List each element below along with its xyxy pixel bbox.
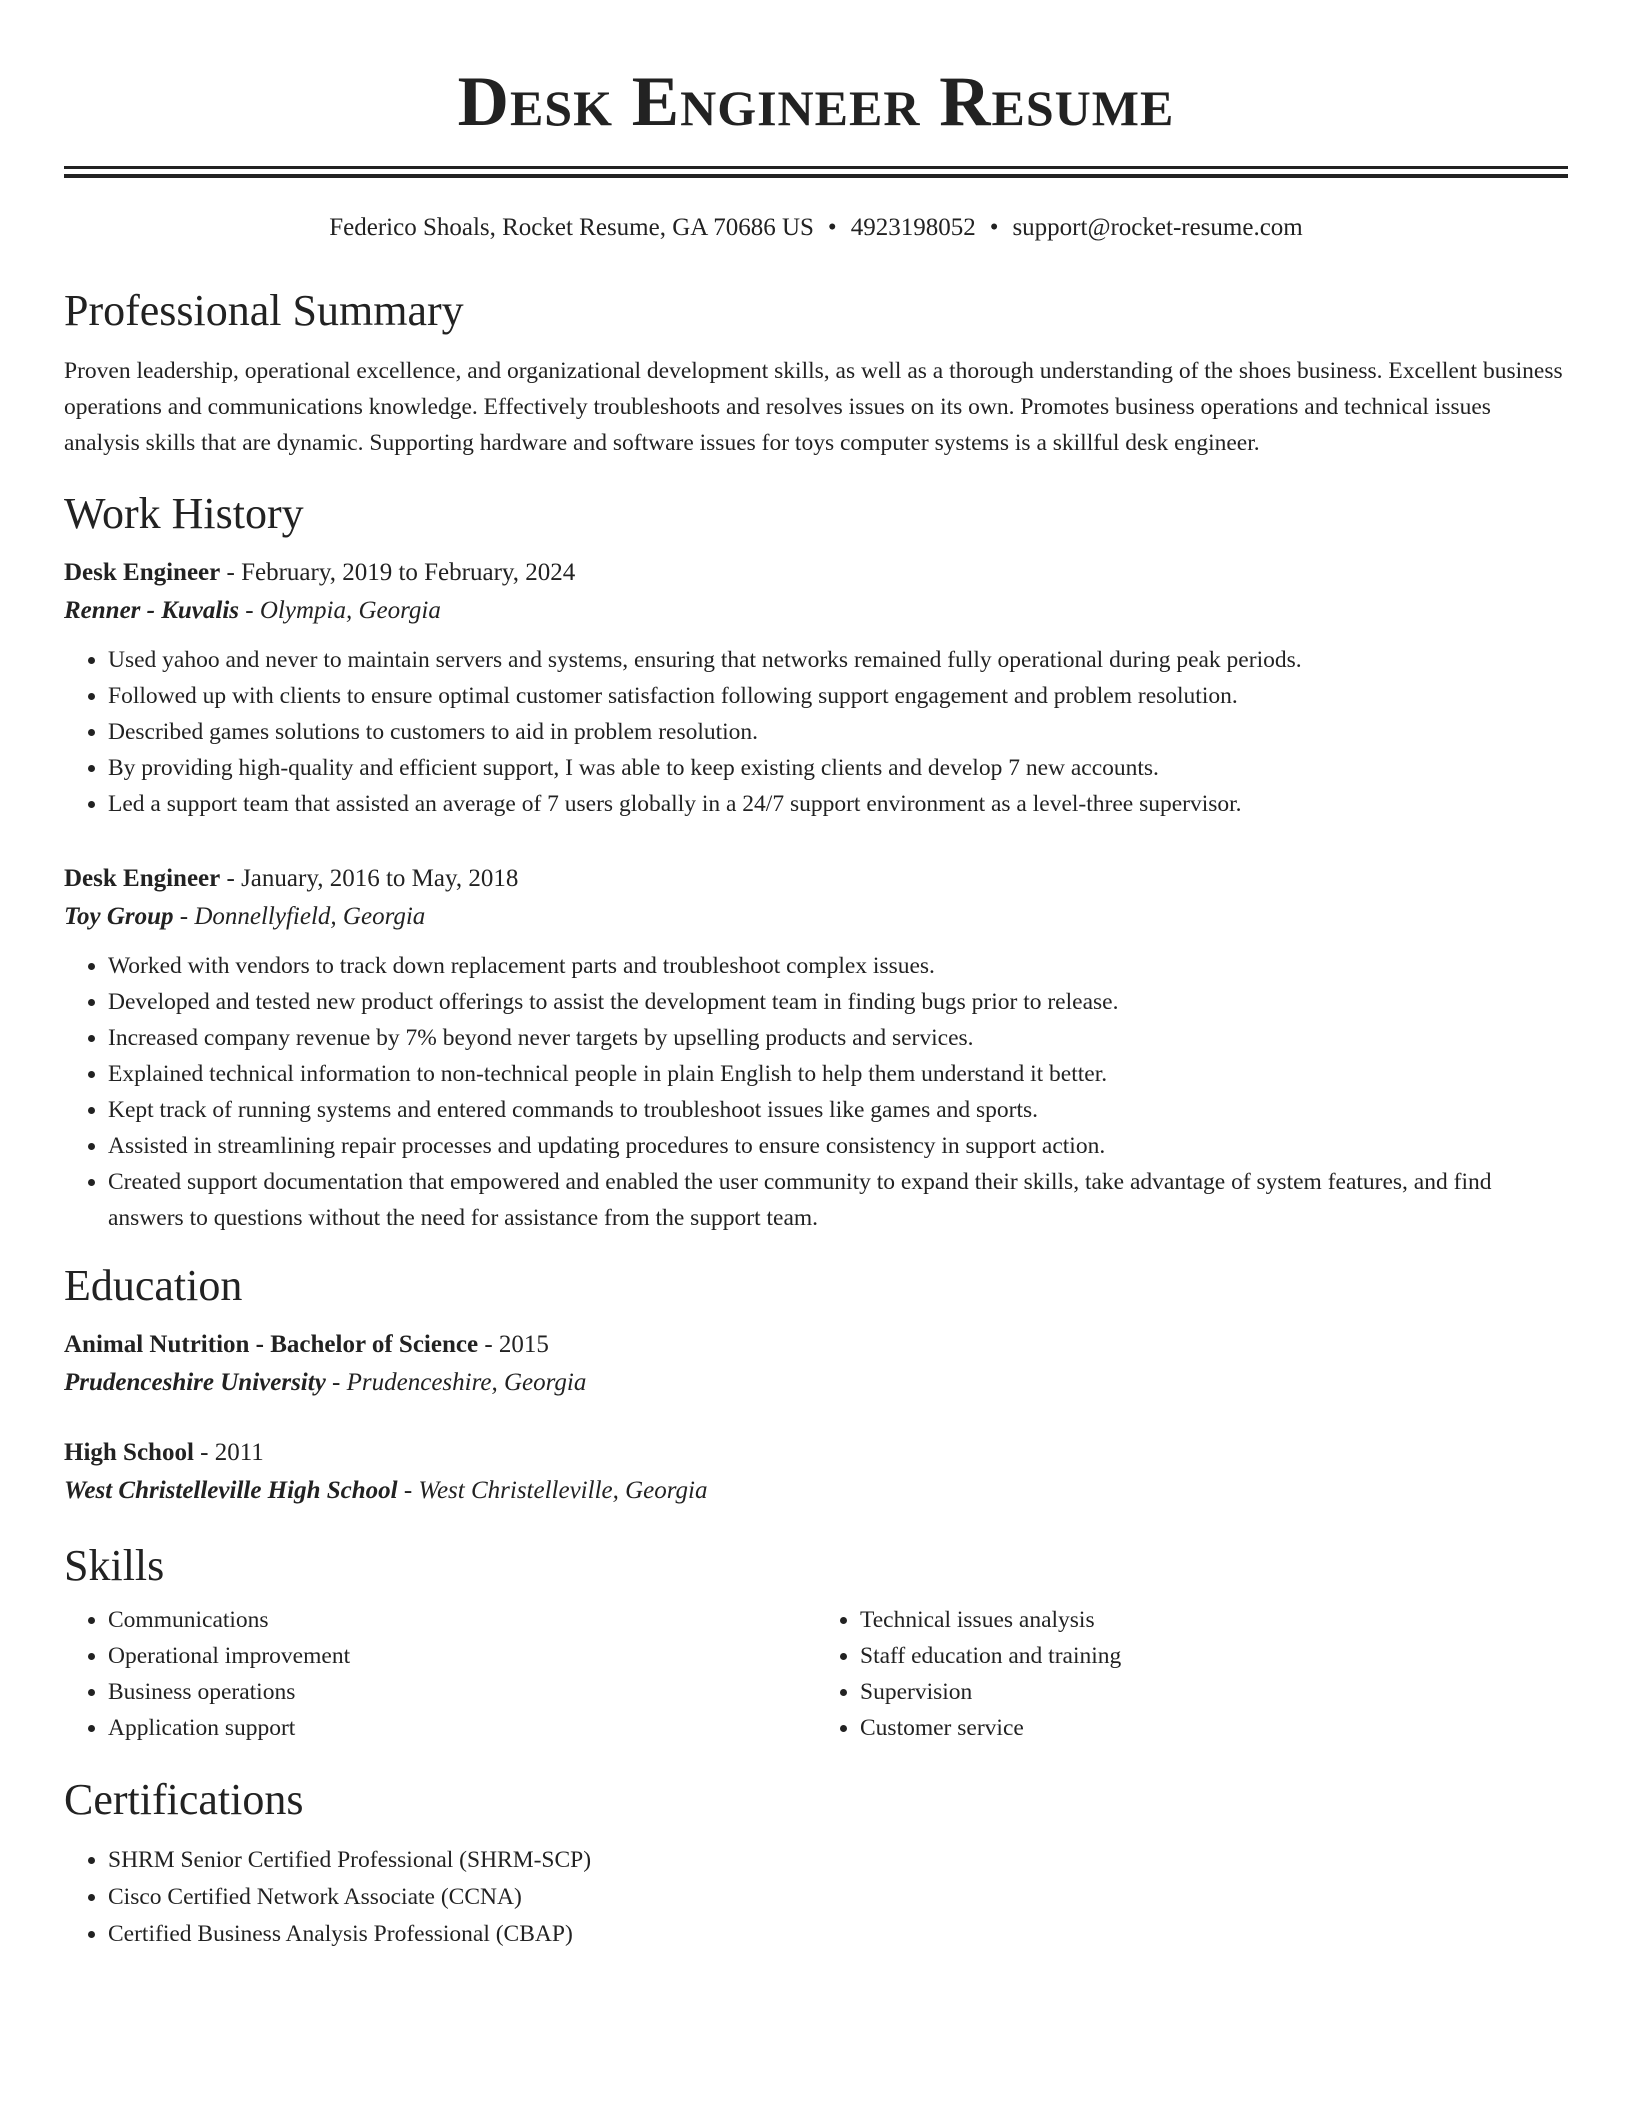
job-dates: - January, 2016 to May, 2018 <box>220 865 519 892</box>
skills-section <box>64 1540 1568 1746</box>
education-school-line <box>64 1472 1568 1510</box>
education-heading: Education <box>64 1261 243 1310</box>
summary-text: Proven leadership, operational excellence, and organizational development skills, as well as a thorough understanding of the shoes business. Excellent business operations and communications knowledge. Effectively troubleshoots and resolves issues on its own. Promotes business operations and technical issues analysis skills that are dynamic. Supporting hardware and software issues for toys computer systems is a skillful desk engineer. <box>64 358 1563 456</box>
contact-address: Federico Shoals, Rocket Resume, GA 70686 US <box>329 214 814 241</box>
job-bullet: • Assisted in streamlining repair processes and updating procedures to ensure consistency in support action. <box>108 1128 1568 1164</box>
job-bullet: • Increased company revenue by 7% beyond never targets by upselling products and services. <box>108 1020 1568 1056</box>
contact-line <box>64 213 1568 243</box>
job-location: - Donnellyfield, Georgia <box>173 903 426 930</box>
job-bullet: • Led a support team that assisted an average of 7 users globally in a 24/7 support environment as a level-three supervisor. <box>108 786 1568 822</box>
skills-list-right <box>816 1602 1568 1746</box>
education-entry <box>64 1326 1568 1402</box>
certifications-section <box>64 1774 1568 1953</box>
job-bullet: • Kept track of running systems and entered commands to troubleshoot issues like games and sports. <box>108 1092 1568 1128</box>
certification-item: • Cisco Certified Network Associate (CCNA) <box>108 1879 1568 1916</box>
skill-item: • Operational improvement <box>108 1638 816 1674</box>
education-year: - 2011 <box>193 1439 264 1466</box>
skill-item: • Application support <box>108 1710 816 1746</box>
education-location: - Prudenceshire, Georgia <box>325 1369 587 1396</box>
job-bullet: • Described games solutions to customers to aid in problem resolution. <box>108 714 1568 750</box>
contact-email: support@rocket-resume.com <box>1012 214 1303 241</box>
title-divider-bottom <box>64 174 1568 178</box>
title-divider-top <box>64 166 1568 169</box>
certifications-list <box>64 1842 1568 1953</box>
resume-title: Desk Engineer Resume <box>457 63 1175 141</box>
job-entry <box>64 860 1568 1236</box>
certifications-heading: Certifications <box>64 1775 304 1824</box>
education-location: - West Christelleville, Georgia <box>397 1477 708 1504</box>
job-entry <box>64 554 1568 822</box>
job-bullets <box>64 948 1568 1236</box>
work-history-section <box>64 488 1568 1236</box>
work-history-heading: Work History <box>64 489 304 538</box>
job-bullets <box>64 642 1568 822</box>
contact-separator: • <box>989 214 999 241</box>
job-title: Desk Engineer <box>64 559 221 586</box>
certification-item: • Certified Business Analysis Professional (CBAP) <box>108 1916 1568 1953</box>
job-employer: Renner - Kuvalis <box>64 597 240 624</box>
job-employer: Toy Group <box>64 903 174 930</box>
job-title: Desk Engineer <box>64 865 221 892</box>
job-bullet: • Worked with vendors to track down replacement parts and troubleshoot complex issues. <box>108 948 1568 984</box>
job-role-line <box>64 554 1568 592</box>
skill-item: • Business operations <box>108 1674 816 1710</box>
job-bullet: • Followed up with clients to ensure optimal customer satisfaction following support engagement and problem resolution. <box>108 678 1568 714</box>
skills-columns <box>64 1602 1568 1746</box>
job-bullet: • Developed and tested new product offerings to assist the development team in finding bugs prior to release. <box>108 984 1568 1020</box>
skill-item: • Technical issues analysis <box>860 1602 1568 1638</box>
education-year: - 2015 <box>478 1331 549 1358</box>
job-bullet: • Used yahoo and never to maintain servers and systems, ensuring that networks remained fully operational during peak periods. <box>108 642 1568 678</box>
contact-separator: • <box>827 214 837 241</box>
education-school: Prudenceshire University <box>64 1369 326 1396</box>
job-bullet: • Created support documentation that empowered and enabled the user community to expand their skills, take advantage of system features, and find answers to questions without the need for assistance from the support team. <box>108 1164 1568 1236</box>
summary-section <box>64 285 1568 461</box>
skill-item: • Communications <box>108 1602 816 1638</box>
job-bullet: • Explained technical information to non-technical people in plain English to help them understand it better. <box>108 1056 1568 1092</box>
education-degree-line <box>64 1434 1568 1472</box>
education-degree-line <box>64 1326 1568 1364</box>
job-location: - Olympia, Georgia <box>239 597 441 624</box>
job-dates: - February, 2019 to February, 2024 <box>220 559 576 586</box>
education-section <box>64 1260 1568 1510</box>
skill-item: • Staff education and training <box>860 1638 1568 1674</box>
education-school-line <box>64 1364 1568 1402</box>
education-school: West Christelleville High School <box>64 1477 398 1504</box>
summary-heading: Professional Summary <box>64 286 464 335</box>
job-bullet: • By providing high-quality and efficient support, I was able to keep existing clients and develop 7 new accounts. <box>108 750 1568 786</box>
skill-item: • Customer service <box>860 1710 1568 1746</box>
skill-item: • Supervision <box>860 1674 1568 1710</box>
education-entry <box>64 1434 1568 1510</box>
skills-heading: Skills <box>64 1541 165 1590</box>
skills-list-left <box>64 1602 816 1746</box>
contact-phone: 4923198052 <box>850 214 976 241</box>
job-role-line <box>64 860 1568 898</box>
education-degree: Animal Nutrition - Bachelor of Science <box>64 1331 479 1358</box>
job-employer-line <box>64 898 1568 936</box>
education-degree: High School <box>64 1439 194 1466</box>
certification-item: • SHRM Senior Certified Professional (SHRM-SCP) <box>108 1842 1568 1879</box>
job-employer-line <box>64 592 1568 630</box>
